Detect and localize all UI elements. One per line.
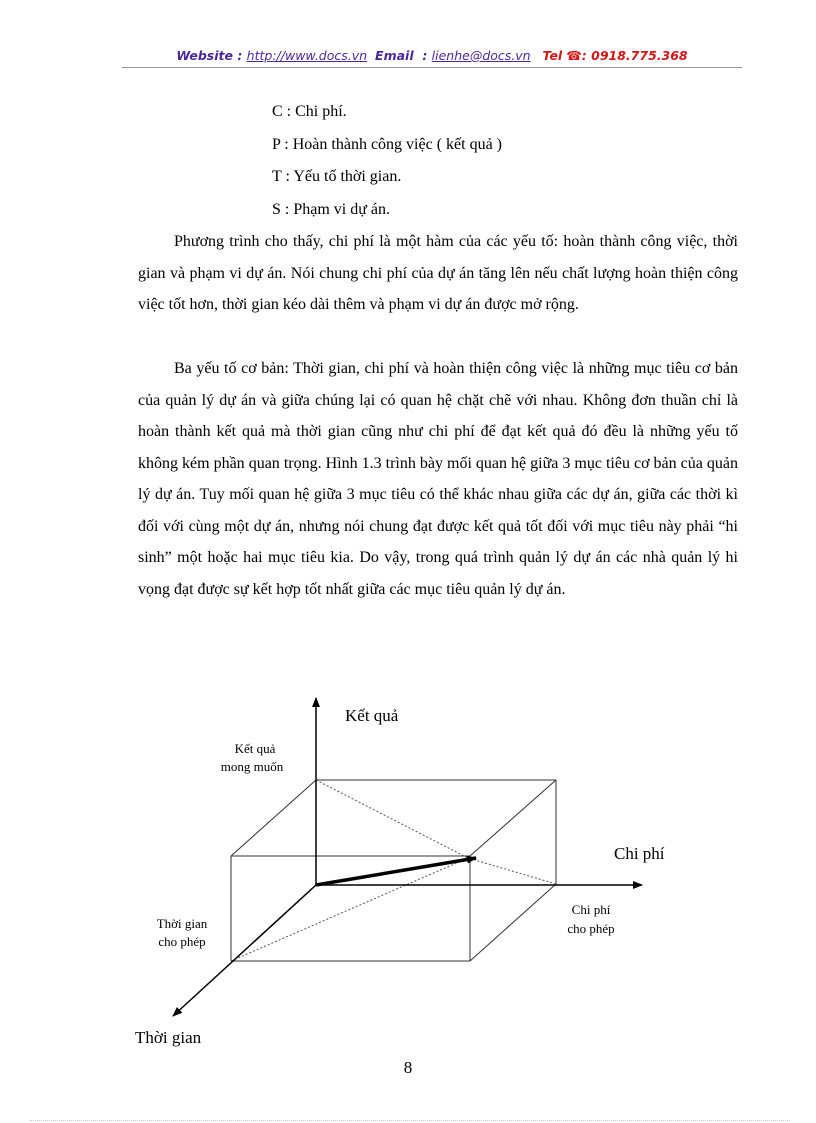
- dotted-guide-time: [231, 858, 468, 961]
- email-link[interactable]: lienhe@docs.vn: [431, 48, 531, 63]
- website-link[interactable]: http://www.docs.vn: [246, 48, 368, 63]
- header-divider: [122, 67, 742, 68]
- paragraph-2: Ba yếu tố cơ bản: Thời gian, chi phí và hoàn thiện công việc là những mục tiêu cơ bản của quản lý dự án và giữa chúng lại có quan hệ chặt chẽ với nhau. Không đơn thuần chỉ là hoàn thành kết quả mà thời gian cũng như chi phí để đạt kết quả đó đều là những yếu tố không kém phần quan trọng. Hình 1.3 trình bày mối quan hệ giữa 3 mục tiêu cơ bản của quản lý dự án. Tuy mối quan hệ giữa 3 mục tiêu có thể khác nhau giữa các dự án, giữa các thời kì đối với cùng một dự án, nhưng nói chung đạt được kết quả tốt đối với mục tiêu này phải “hi sinh” một hoặc hai mục tiêu kia. Do vậy, trong quá trình quản lý dự án các nhà quản lý hi vọng đạt được sự kết hợp tốt nhất giữa các mục tiêu quản lý dự án.: [138, 360, 738, 598]
- definition-p: P : Hoàn thành công việc ( kết quả ): [272, 136, 503, 153]
- label-allowed-cost-2: cho phép: [567, 921, 615, 936]
- axis-label-result: Kết quả: [345, 706, 399, 725]
- label-allowed-cost-1: Chi phí: [571, 902, 611, 917]
- tel-value: : 0918.775.368: [581, 48, 688, 63]
- target-vector-arrow: [316, 858, 476, 885]
- phone-icon: ☎: [566, 48, 582, 63]
- page-number: 8: [403, 1058, 413, 1077]
- definition-c: C : Chi phí.: [272, 103, 347, 120]
- axis-label-cost: Chi phí: [614, 844, 665, 863]
- label-allowed-time-1: Thời gian: [156, 916, 208, 931]
- definition-s: S : Phạm vi dự án.: [272, 201, 391, 218]
- box-top-right-edge: [470, 780, 556, 856]
- footer-divider: [30, 1120, 790, 1121]
- dotted-guide-cost: [468, 858, 556, 884]
- page-header: Website : http://www.docs.vn Email : lienhe@docs.vn Tel ☎: 0918.775.368: [176, 48, 688, 63]
- dotted-guide-result: [316, 780, 468, 858]
- label-allowed-time-2: cho phép: [158, 934, 206, 949]
- time-axis: [173, 885, 316, 1016]
- definition-t: T : Yếu tố thời gian.: [272, 168, 402, 185]
- paragraph-1: Phương trình cho thấy, chi phí là một hàm của các yếu tố: hoàn thành công việc, thời gian và phạm vi dự án. Nói chung chi phí của dự án tăng lên nếu chất lượng hoàn thiện công việc tốt hơn, thời gian kéo dài thêm và phạm vi dự án được mở rộng.: [138, 233, 738, 313]
- box-bottom-right-edge: [470, 884, 556, 961]
- tel-label: Tel: [542, 48, 563, 63]
- label-desired-result-2: mong muốn: [220, 759, 284, 774]
- email-label: Email: [375, 48, 414, 63]
- label-desired-result-1: Kết quả: [234, 741, 276, 756]
- website-label: Website: [176, 48, 233, 63]
- box-top-left-edge: [231, 780, 316, 856]
- project-objectives-diagram: [0, 690, 816, 1050]
- axis-label-time: Thời gian: [135, 1028, 202, 1047]
